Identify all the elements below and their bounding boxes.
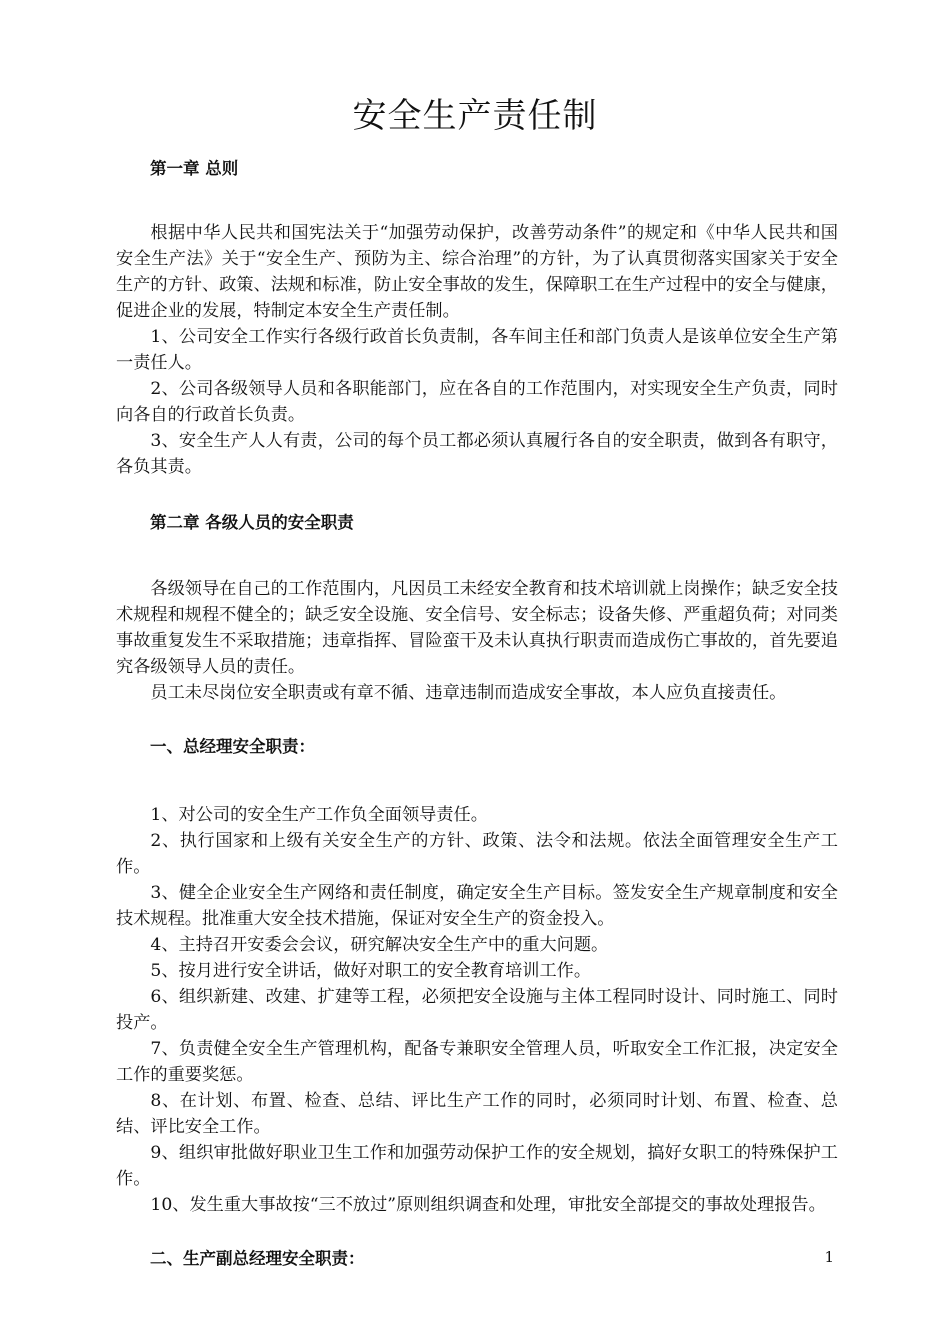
section-1-item-4: 4、主持召开安委会会议，研究解决安全生产中的重大问题。 bbox=[150, 935, 609, 955]
section-1-item-1: 1、对公司的安全生产工作负全面领导责任。 bbox=[150, 805, 488, 825]
document-title: 安全生产责任制 bbox=[352, 96, 598, 136]
section-1-item-2: 2、执行国家和上级有关安全生产的方针、政策、法令和法规。依法全面管理安全生产工作。 bbox=[116, 831, 838, 877]
chapter-1-intro-paragraph: 根据中华人民共和国宪法关于“加强劳动保护，改善劳动条件”的规定和《中华人民共和国安全生产法》关于“安全生产、预防为主、综合治理”的方针，为了认真贯彻落实国家关于安全生产的方针、政策、法规和标准，防止安全事故的发生，保障职工在生产过程中的安全与健康，促进企业的发展，特制定本安全生产责任制。 bbox=[116, 223, 838, 321]
section-2-heading: 二、生产副总经理安全职责： bbox=[150, 1249, 365, 1268]
section-1-item-9: 9、组织审批做好职业卫生工作和加强劳动保护工作的安全规划，搞好女职工的特殊保护工作。 bbox=[116, 1143, 838, 1189]
page-number: 1 bbox=[824, 1248, 834, 1266]
section-1-heading: 一、总经理安全职责： bbox=[150, 737, 315, 756]
chapter-1-item-1: 1、公司安全工作实行各级行政首长负责制，各车间主任和部门负责人是该单位安全生产第一责任人。 bbox=[116, 327, 838, 373]
chapter-2-paragraph-2: 员工未尽岗位安全职责或有章不循、违章违制而造成安全事故，本人应负直接责任。 bbox=[150, 683, 787, 703]
chapter-1-item-2: 2、公司各级领导人员和各职能部门，应在各自的工作范围内，对实现安全生产负责，同时向各自的行政首长负责。 bbox=[116, 379, 838, 425]
section-1-item-10: 10、发生重大事故按“三不放过”原则组织调查和处理，审批安全部提交的事故处理报告。 bbox=[150, 1195, 826, 1215]
section-1-item-6: 6、组织新建、改建、扩建等工程，必须把安全设施与主体工程同时设计、同时施工、同时投产。 bbox=[116, 987, 838, 1033]
chapter-2-heading: 第二章 各级人员的安全职责 bbox=[150, 513, 354, 532]
section-1-item-8: 8、在计划、布置、检查、总结、评比生产工作的同时，必须同时计划、布置、检查、总结、评比安全工作。 bbox=[116, 1091, 838, 1137]
chapter-2-paragraph-1: 各级领导在自己的工作范围内，凡因员工未经安全教育和技术培训就上岗操作；缺乏安全技术规程和规程不健全的；缺乏安全设施、安全信号、安全标志；设备失修、严重超负荷；对同类事故重复发生不采取措施；违章指挥、冒险蛮干及未认真执行职责而造成伤亡事故的，首先要追究各级领导人员的责任。 bbox=[116, 579, 838, 677]
document-body bbox=[116, 152, 838, 1272]
section-1-item-7: 7、负责健全安全生产管理机构，配备专兼职安全管理人员，听取安全工作汇报，决定安全工作的重要奖惩。 bbox=[116, 1039, 838, 1085]
chapter-1-item-3: 3、安全生产人人有责，公司的每个员工都必须认真履行各自的安全职责，做到各有职守，各负其责。 bbox=[116, 431, 838, 477]
chapter-1-heading: 第一章 总则 bbox=[150, 159, 239, 178]
section-1-item-5: 5、按月进行安全讲话，做好对职工的安全教育培训工作。 bbox=[150, 961, 592, 981]
section-1-item-3: 3、健全企业安全生产网络和责任制度，确定安全生产目标。签发安全生产规章制度和安全技术规程。批准重大安全技术措施，保证对安全生产的资金投入。 bbox=[116, 883, 838, 929]
